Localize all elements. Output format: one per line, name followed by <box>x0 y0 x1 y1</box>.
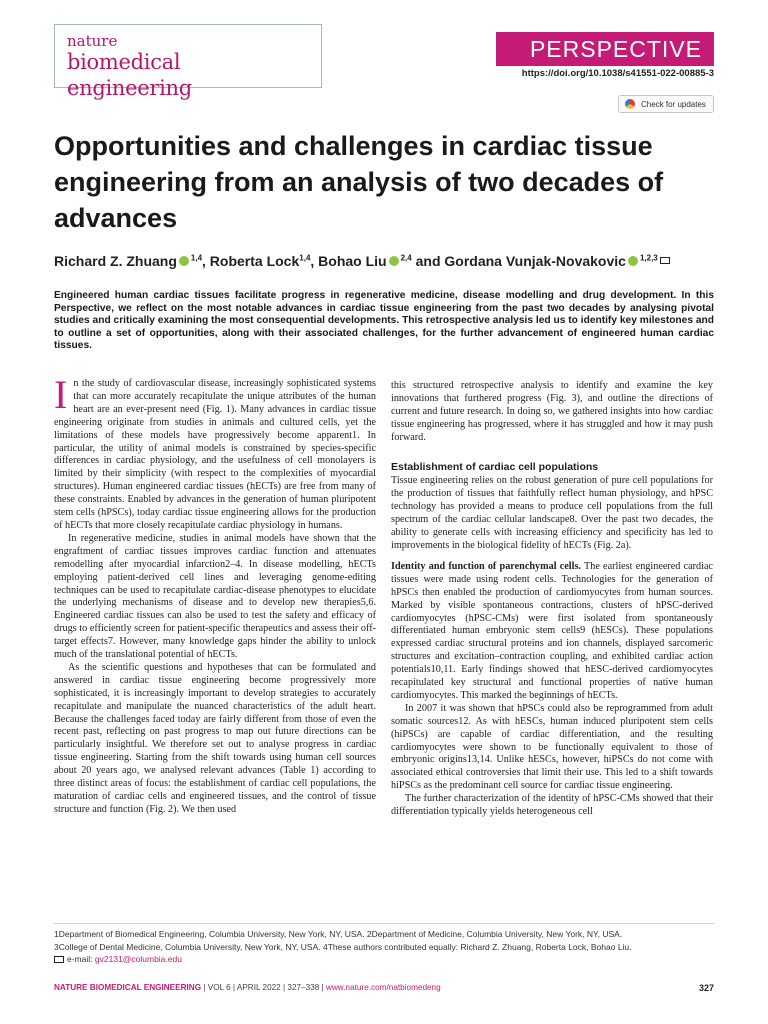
doi-link[interactable]: https://doi.org/10.1038/s41551-022-00885-3 <box>521 68 714 79</box>
page-number: 327 <box>698 983 714 993</box>
affiliations-footnote <box>54 923 714 966</box>
author-affiliation: 2,4 <box>400 253 412 263</box>
abstract: Engineered human cardiac tissues facilitate progress in regenerative medicine, disease modelling and drug development. In this Perspective, we reflect on the most notable advances in cardiac tissue engineering from the past two decades by analysing pivotal studies and critically examining the most consequential developments. This retrospective analysis led us to identify key milestones and to outline a set of opportunities, along with their associated challenges, for the further advancement of engineered human cardiac tissues. <box>54 290 714 351</box>
footer-journal: NATURE BIOMEDICAL ENGINEERING <box>54 983 202 992</box>
footer-url[interactable]: www.nature.com/natbiomedeng <box>325 983 441 992</box>
author-name[interactable]: Roberta Lock <box>209 253 300 269</box>
body-paragraph: As the scientific questions and hypotheses that can be formulated and answered in cardiac tissue engineering become progressively more sophisticated, it is increasingly important to develop strategies to accurately recapitulate and manipulate the nuanced characteristics of the adult heart. Because the challenges faced today are fairly different from those of even the recent past, reflecting on past progress to map out future directions can be particularly insightful. We therefore set out to analyse progress in cardiac tissue engineering. Starting from the shift towards using human cell sources about 20 years ago, we analysed relevant advances (Table 1) according to three distinct areas of focus: the establishment of cardiac cell populations, the maturation of cardiac cells and engineered tissues, and the control of tissue structure and function (Fig. 2). We then used <box>54 661 376 815</box>
body-column-left <box>54 372 376 817</box>
body-paragraph: Tissue engineering relies on the robust generation of pure cell populations for the production of tissues that faithfully reflect human physiology, and hPSC technology has provided a means to produce cell populations from the full spectrum of the cardiac cellular landscape8. Over the past two decades, the ability to generate cells with increasing efficiency and specificity has led to improvements in the biological fidelity of hECTs (Fig. 2a). <box>391 475 713 551</box>
article-title: Opportunities and challenges in cardiac tissue engineering from an analysis of two decades of advances <box>54 131 664 233</box>
orcid-icon[interactable] <box>179 256 189 266</box>
email-icon[interactable] <box>660 257 670 264</box>
subsection-heading: Identity and function of parenchymal cells. <box>391 560 581 572</box>
body-paragraph: In 2007 it was shown that hPSCs could also be reprogrammed from adult somatic sources12. As with hESCs, human induced pluripotent stem cells (hiPSCs) are capable of cardiac differentiation, and the resulting cardiomyocytes were shown to be functionally equivalent to those of embryonic origins13,14. Unlike hESCs, however, hiPSCs do not come with associated ethical controversies that limit their use. This led to a shift towards hiPSCs as the predominant cell source for cardiac tissue engineering. <box>391 702 713 792</box>
footer-issue: | VOL 6 | APRIL 2022 | 327–338 | <box>201 983 326 992</box>
page-footer <box>54 983 714 992</box>
author-affiliation: 1,4 <box>299 253 311 263</box>
body-paragraph: In regenerative medicine, studies in animal models have shown that the engraftment of cardiac tissues improves cardiac function and attenuates remodelling after myocardial infarction2–4. In disease modelling, hECTs employing patient-derived cell lines and leveraging genome-editing techniques can be used to recapitulate cardiac-disease phenotypes to elucidate the underlying mechanisms of disease and to develop new therapies5,6. Engineered cardiac tissues can also be used to test the safety and efficacy of drugs to efficiently screen for patient-specific therapeutics and assess their off-target effects7. However, many knowledge gaps hinder the ability to unlock much of the translational potential of hECTs. <box>54 532 376 661</box>
body-paragraph: this structured retrospective analysis to identify and examine the key innovations that furthered progress (Fig. 3), and outline the directions of current and future research. In doing so, we gathered insights into how cardiac tissue engineering has progressed, where it has struggled and how it may push forward. <box>391 380 713 443</box>
orcid-icon[interactable] <box>389 256 399 266</box>
author-list: Richard Z. Zhuang $^{1,4}$, Roberta Lock$^{1,4}$, Bohao Liu $^{2,4}$ and Gordana Vunjak-Novakovic $^{1,2,3}$ <box>54 253 714 269</box>
author-name[interactable]: Richard Z. Zhuang <box>54 253 177 269</box>
email-link[interactable]: gv2131@columbia.edu <box>94 954 182 964</box>
author-affiliation: 1,4 <box>190 253 203 263</box>
journal-logo[interactable] <box>54 24 322 100</box>
check-updates-icon <box>625 99 635 109</box>
check-updates-label: Check for updates <box>641 99 706 109</box>
body-paragraph: In the study of cardiovascular disease, increasingly sophisticated systems that can more accurately recapitulate the unique attributes of the human heart are an ever-present need (Fig. 1). Many advances in cardiac tissue engineering originate from studies in animals and cultured cells, yet the limitations of these models have progressively become apparent1. In particular, the utility of animal models is constrained by species-specific differences in cardiac physiology, and the usefulness of cell monolayers is limited by their simplicity (with respect to the complexities of myocardial structures). Human engineered cardiac tissues (hECTs) are free from many of these constraints. Enabled by advances in the generation of human pluripotent stem cells (hPSCs), today cardiac tissue engineering allows for the production of hECTs that more closely recapitulate cardiac physiology in humans. <box>54 372 376 531</box>
email-icon <box>54 956 64 963</box>
orcid-icon[interactable] <box>628 256 638 266</box>
check-for-updates-button[interactable] <box>618 95 714 113</box>
correspondence-line: e-mail: gv2131@columbia.edu <box>54 953 714 966</box>
affiliation-line: 3College of Dental Medicine, Columbia University, New York, NY, USA. 4These authors contributed equally: Richard Z. Zhuang, Roberta Lock, Bohao Liu. <box>54 941 632 952</box>
journal-logo-nature: nature <box>67 32 118 50</box>
drop-cap: I <box>54 372 68 417</box>
author-name[interactable]: Gordana Vunjak-Novakovic <box>444 253 626 269</box>
author-name[interactable]: Bohao Liu <box>318 253 387 269</box>
article-type-banner: PERSPECTIVE <box>496 32 714 66</box>
body-paragraph: The further characterization of the identity of hPSC-CMs showed that their differentiation typically yields heterogeneous cell <box>391 793 713 818</box>
affiliation-line: 1Department of Biomedical Engineering, Columbia University, New York, NY, USA. 2Department of Medicine, Columbia University, New York, NY, USA. <box>54 929 623 939</box>
body-column-right <box>391 380 713 819</box>
body-paragraph: Identity and function of parenchymal cells. The earliest engineered cardiac tissues were made using rodent cells. Technologies for the generation of hPSCs then enabled the production of cardiomyocytes from human sources. Marked by visible spontaneous contractions, clusters of hPSC-derived cardiomyocytes (hPSC-CMs) were first isolated from spontaneously differentiated human embryonic stem cells9 (hESCs). These populations expressed cardiac structural proteins and ion channels, displayed sarcomeric structures and excitation–contraction coupling, and exhibited cardiac action potentials10,11. Early findings showed that hESC-derived cardiomyocytes recapitulated key structural and functional properties of native human cardiomyocytes. This marked the beginnings of hECTs. <box>391 560 713 701</box>
author-affiliation: 1,2,3 <box>639 253 658 263</box>
section-heading: Establishment of cardiac cell populations <box>391 460 599 473</box>
journal-logo-name: biomedical engineering <box>67 50 192 100</box>
